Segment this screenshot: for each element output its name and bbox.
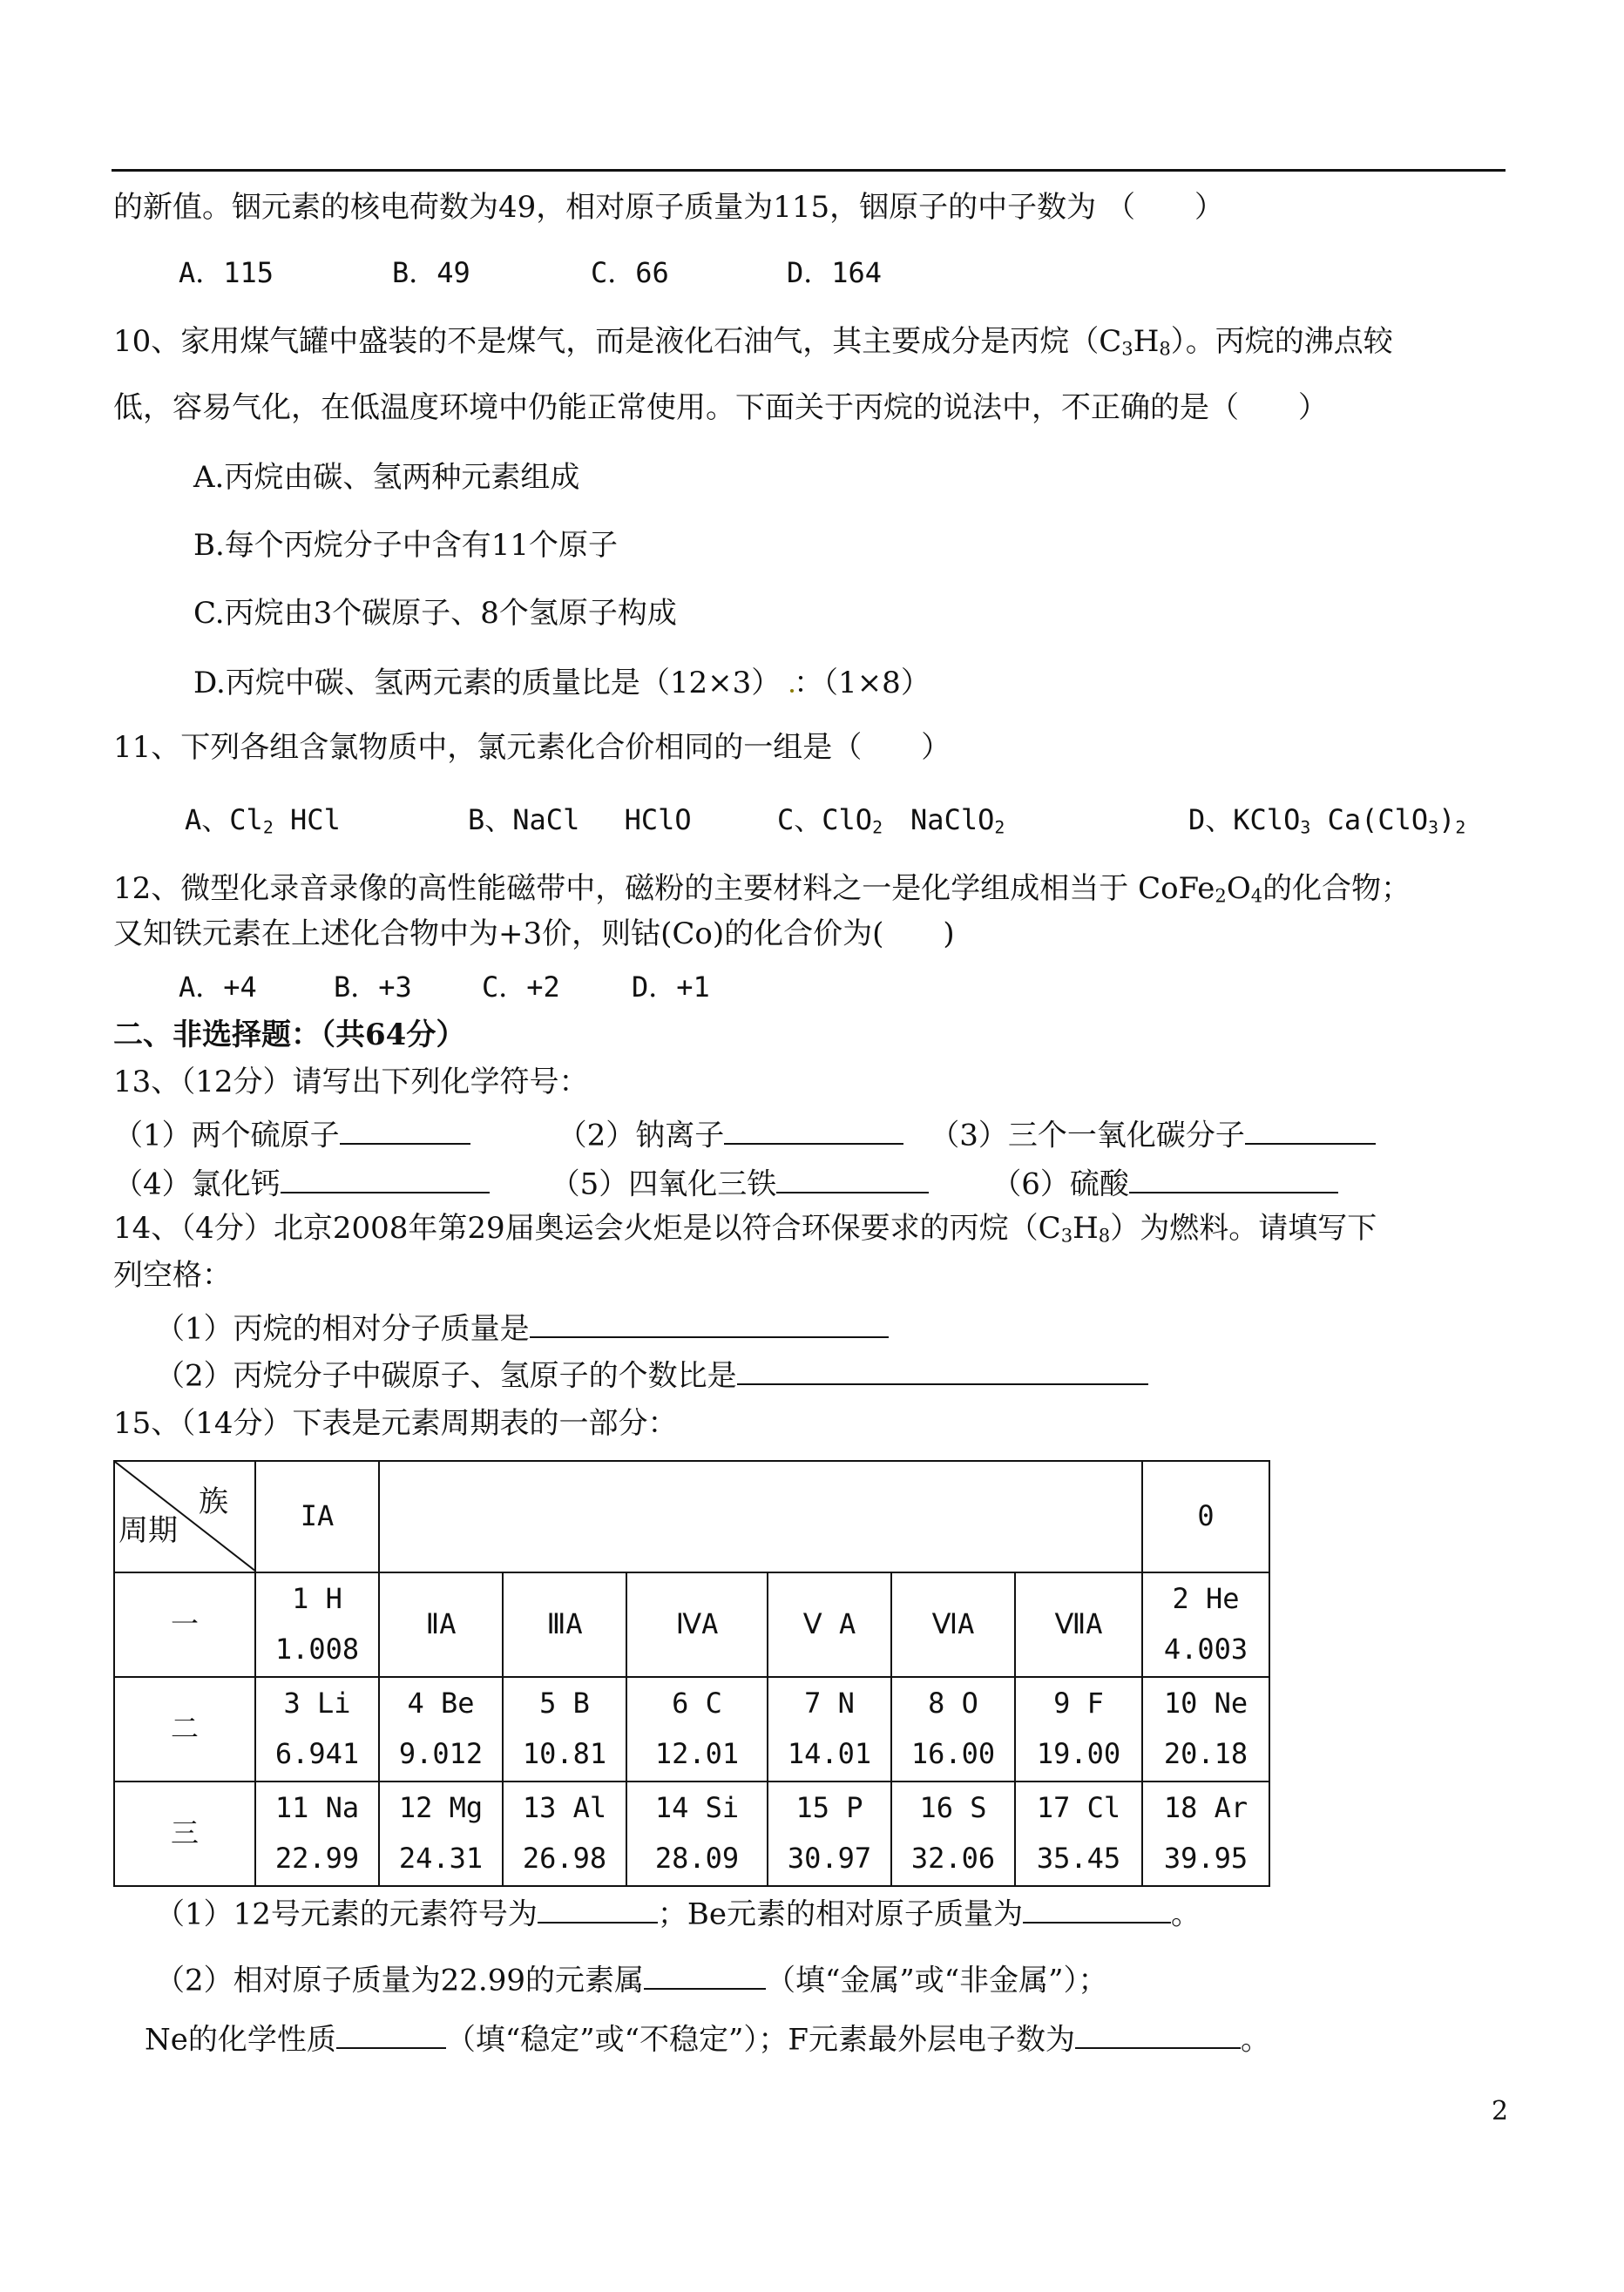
q14-answer1-blank[interactable]	[530, 1308, 889, 1338]
q13-item6-label: （6）硫酸	[991, 1166, 1129, 1202]
q11-option-a[interactable]: A、$Cl_2$ HCl	[185, 803, 341, 838]
element-cell-h: 1 H 1.008	[255, 1572, 379, 1677]
q10-stem-line2: 低，容易气化，在低温度环境中仍能正常使用。下面关于丙烷的说法中，不正确的是（ ）	[113, 390, 1328, 425]
q9-option-b[interactable]: B．49	[392, 256, 470, 289]
q9-option-c[interactable]: C．66	[591, 256, 669, 289]
q10-option-d[interactable]: D.丙烷中碳、氢两元素的质量比是（12×3） ：（1×8）	[193, 666, 930, 700]
element-cell-be: 4 Be 9.012	[379, 1677, 503, 1782]
q12-stem-line1: 12、微型化录音录像的高性能磁带中，磁粉的主要材料之一是化学组成相当于 $CoFe_2O_4$的化合物；	[113, 871, 1411, 907]
q15-answer4-blank[interactable]	[336, 2019, 446, 2049]
table-corner-cell	[114, 1461, 255, 1572]
q9-text: 的新值。铟元素的核电荷数为49，相对原子质量为115，铟原子的中子数为 （ ）	[113, 190, 1224, 225]
page-number: 2	[1492, 2096, 1509, 2126]
element-cell-ar: 18 Ar 39.95	[1142, 1782, 1269, 1886]
section-title: 二、非选择题：（共64分）	[113, 1018, 466, 1052]
q13-answer4-blank[interactable]	[281, 1164, 490, 1193]
q13-answer1-blank[interactable]	[340, 1115, 470, 1145]
q13-item3-label: （3）三个一氧化碳分子	[930, 1118, 1245, 1153]
q14-item2: （2）丙烷分子中碳原子、氢原子的个数比是	[155, 1356, 1148, 1394]
q12-option-d[interactable]: D．+1	[632, 970, 710, 1004]
corner-group-label: 族	[199, 1484, 228, 1519]
element-cell-al: 13 Al 26.98	[503, 1782, 626, 1886]
q11-options	[185, 803, 1465, 838]
q9-options	[179, 256, 882, 289]
q12-stem-line2: 又知铁元素在上述化合物中为+3价，则钴(Co)的化合价为( )	[113, 916, 955, 951]
q13-answer2-blank[interactable]	[724, 1115, 903, 1145]
element-cell-na: 11 Na 22.99	[255, 1782, 379, 1886]
q15-answer5-blank[interactable]	[1075, 2019, 1241, 2049]
q9-option-d[interactable]: D．164	[787, 256, 883, 289]
period-1-label: 一	[114, 1572, 255, 1677]
element-cell-mg: 12 Mg 24.31	[379, 1782, 503, 1886]
q13-item5-label: （5）四氧化三铁	[550, 1166, 777, 1202]
element-cell-c: 6 C 12.01	[626, 1677, 768, 1782]
group-IA-header: IA	[255, 1461, 379, 1572]
q15-answer3-blank[interactable]	[644, 1960, 766, 1990]
q13-row2	[113, 1164, 1338, 1202]
element-cell-li: 3 Li 6.941	[255, 1677, 379, 1782]
corner-period-label: 周期	[118, 1512, 178, 1548]
header-rule	[112, 169, 1506, 172]
group-VIA-header: ⅥA	[891, 1572, 1015, 1677]
header-empty-span	[379, 1461, 1142, 1572]
q11-option-b[interactable]: B、NaCl HClO	[468, 803, 692, 836]
q13-answer6-blank[interactable]	[1129, 1164, 1338, 1193]
q10-stem-line1: 10、家用煤气罐中盛装的不是煤气，而是液化石油气，其主要成分是丙烷$(C_3H_8)$。丙烷的沸点较	[113, 324, 1393, 360]
q15-answer1-blank[interactable]	[538, 1894, 658, 1924]
element-cell-b: 5 B 10.81	[503, 1677, 626, 1782]
q11-stem: 11、下列各组含氯物质中，氯元素化合价相同的一组是（ ）	[113, 730, 951, 765]
element-cell-he: 2 He 4.003	[1142, 1572, 1269, 1677]
q11-option-d[interactable]: D、KClO$_3$ $Ca(ClO_3)_2$	[1188, 803, 1466, 838]
period-3-label: 三	[114, 1782, 255, 1886]
q12-option-b[interactable]: B．+3	[334, 970, 412, 1004]
q13-answer3-blank[interactable]	[1245, 1115, 1376, 1145]
element-cell-n: 7 N 14.01	[768, 1677, 891, 1782]
period-2-label: 二	[114, 1677, 255, 1782]
q10-option-a[interactable]: A.丙烷由碳、氢两种元素组成	[193, 460, 580, 495]
q12-option-a[interactable]: A．+4	[179, 970, 257, 1004]
group-IIA-header: ⅡA	[379, 1572, 503, 1677]
element-cell-o: 8 O 16.00	[891, 1677, 1015, 1782]
group-IIIA-header: ⅢA	[503, 1572, 626, 1677]
element-cell-cl: 17 Cl 35.45	[1015, 1782, 1142, 1886]
element-cell-ne: 10 Ne 20.18	[1142, 1677, 1269, 1782]
q14-stem-line1: 14、（4分）北京2008年第29届奥运会火炬是以符合环保要求的丙烷$(C_3H_8)$为燃料。请填写下	[113, 1211, 1377, 1247]
periodic-table	[113, 1460, 1270, 1887]
q14-item1: （1）丙烷的相对分子质量是	[155, 1308, 889, 1347]
q15-sub3: Ne的化学性质 （填“稳定”或“不稳定”）；F元素最外层电子数为 。	[145, 2019, 1270, 2058]
q13-item1-label: （1）两个硫原子	[113, 1118, 340, 1153]
group-IVA-header: ⅣA	[626, 1572, 768, 1677]
element-cell-si: 14 Si 28.09	[626, 1782, 768, 1886]
q11-option-c[interactable]: C、ClO$_2$ NaClO$_2$	[777, 803, 1005, 838]
q15-stem: 15、（14分）下表是元素周期表的一部分：	[113, 1406, 678, 1441]
q15-answer2-blank[interactable]	[1023, 1894, 1171, 1924]
q15-sub2: （2）相对原子质量为22.99的元素属 （填“金属”或“非金属”）；	[155, 1960, 1108, 1998]
group-VIIA-header: ⅦA	[1015, 1572, 1142, 1677]
element-cell-f: 9 F 19.00	[1015, 1677, 1142, 1782]
q13-stem: 13、（12分）请写出下列化学符号：	[113, 1065, 589, 1099]
q13-item4-label: （4）氯化钙	[113, 1166, 281, 1202]
q12-options	[179, 970, 710, 1004]
q13-row1	[113, 1115, 1376, 1153]
q9-option-a[interactable]: A．115	[179, 256, 274, 289]
q13-answer5-blank[interactable]	[776, 1164, 929, 1193]
q10-option-c[interactable]: C.丙烷由3个碳原子、8个氢原子构成	[193, 596, 677, 631]
q14-stem-line2: 列空格：	[113, 1258, 232, 1293]
group-0-header: 0	[1142, 1461, 1269, 1572]
q15-sub1: （1）12号元素的元素符号为 ；Be元素的相对原子质量为 。	[155, 1894, 1201, 1932]
element-cell-s: 16 S 32.06	[891, 1782, 1015, 1886]
group-VA-header: Ⅴ A	[768, 1572, 891, 1677]
q10-option-b[interactable]: B.每个丙烷分子中含有11个原子	[193, 528, 619, 563]
element-cell-p: 15 P 30.97	[768, 1782, 891, 1886]
q12-option-c[interactable]: C．+2	[482, 970, 560, 1004]
q14-answer2-blank[interactable]	[737, 1356, 1148, 1385]
q13-item2-label: （2）钠离子	[557, 1118, 725, 1153]
